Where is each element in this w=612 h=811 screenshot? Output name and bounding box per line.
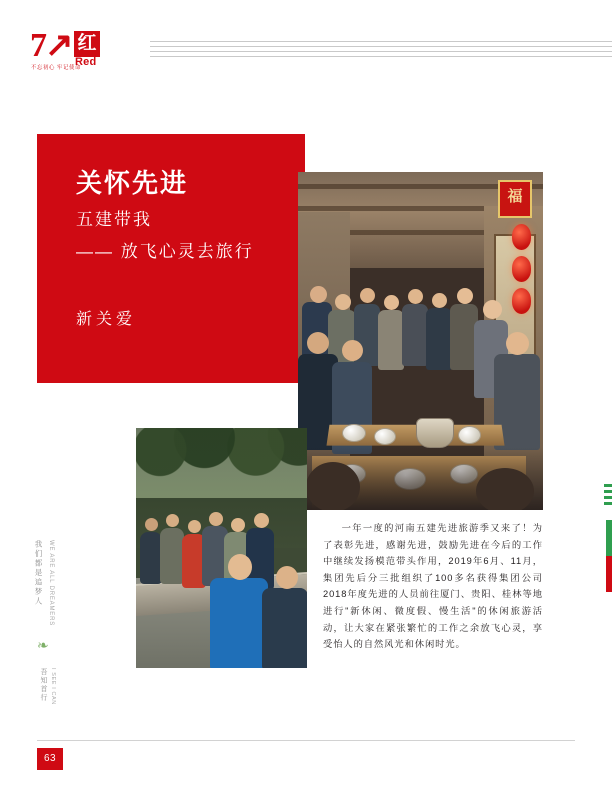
logo-seven-arrow-icon: 7↗ — [30, 27, 72, 64]
side-note-english-2: I SEE I CAN — [50, 668, 56, 705]
hikers-group-photo — [136, 428, 307, 668]
header-rule-lines — [150, 41, 612, 57]
page-subtitle-1: 五建带我 — [76, 210, 152, 229]
edge-bar-marks — [604, 484, 612, 506]
footer-divider — [37, 740, 575, 741]
article-body — [323, 520, 543, 653]
side-note-chinese-1: 我们都是追梦人 — [34, 540, 43, 607]
page-number: 63 — [37, 748, 63, 770]
edge-red-mark — [606, 556, 612, 592]
edge-green-mark — [606, 520, 612, 556]
logo-red-word: Red — [75, 56, 97, 68]
side-note-english-1: WE ARE ALL DREAMERS — [48, 540, 54, 626]
section-tag: 新关爱 — [76, 311, 137, 328]
page-header — [0, 0, 612, 88]
leaf-icon: ❧ — [37, 637, 49, 653]
logo-tagline: 不忘初心 牢记使命 — [31, 65, 82, 71]
banquet-dinner-photo — [298, 172, 543, 510]
side-note-chinese-2: 吾知首行 — [40, 668, 47, 702]
page-title: 关怀先进 — [76, 168, 189, 198]
logo-hong-badge: 红 — [74, 31, 100, 57]
article-title-panel — [37, 134, 305, 383]
fu-sign-icon: 福 — [498, 180, 532, 218]
article-paragraph: 一年一度的河南五建先进旅游季又来了！为了表彰先进，感谢先进，鼓励先进在今后的工作中继续发扬模范带头作用，2019年6月、11月，集团先后分三批组织了100多名获得集团公司2018年度先进的人员前往厦门、贵阳、桂林等地进行"新休闲、微度假、慢生活"的休闲旅游活动，让大家在紧张繁忙的工作之余放飞心灵，享受怡人的自然风光和休闲时光。 — [323, 523, 543, 650]
page-subtitle-2: —— 放飞心灵去旅行 — [76, 242, 254, 261]
brand-logo — [30, 29, 110, 73]
